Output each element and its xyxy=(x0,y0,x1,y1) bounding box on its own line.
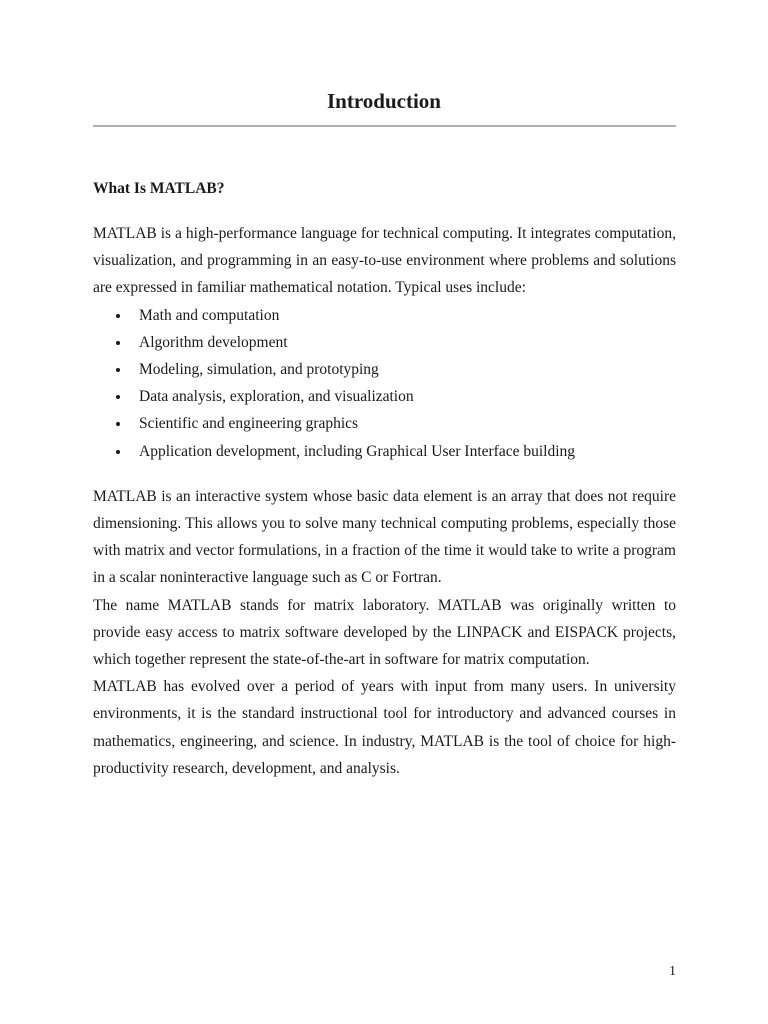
document-body xyxy=(93,175,676,782)
bullet-icon xyxy=(116,368,120,372)
uses-list xyxy=(93,302,676,465)
list-item-text: Application development, including Graphical User Interface building xyxy=(139,442,576,460)
page-title: Introduction xyxy=(327,89,441,113)
list-item-text: Math and computation xyxy=(139,306,280,324)
paragraph-evolution: MATLAB has evolved over a period of years with input from many users. In university environments, it is the standard instructional tool for introductory and advanced courses in mathematics, engineering, and science. In industry, MATLAB is the tool of choice for high-productivity research, development, and analysis. xyxy=(93,678,676,777)
title-divider xyxy=(93,125,676,127)
list-item xyxy=(93,410,676,437)
bullet-icon xyxy=(116,450,120,454)
list-item-text: Modeling, simulation, and prototyping xyxy=(139,361,379,379)
paragraph-interactive-system: MATLAB is an interactive system whose basic data element is an array that does not require dimensioning. This allows you to solve many technical computing problems, especially those with matrix and vector formulations, in a fraction of the time it would take to write a program in a scalar noninteractive language such as C or Fortran. xyxy=(93,487,676,587)
list-item-text: Algorithm development xyxy=(139,333,288,351)
list-item xyxy=(93,438,676,465)
page-number: 1 xyxy=(669,964,676,979)
paragraph-name-origin: The name MATLAB stands for matrix laboratory. MATLAB was originally written to provide easy access to matrix software developed by the LINPACK and EISPACK projects, which together represent the state-of-the-art in software for matrix computation. xyxy=(93,596,676,669)
bullet-icon xyxy=(116,395,120,399)
paragraph-intro: MATLAB is a high-performance language for technical computing. It integrates computation, visualization, and programming in an easy-to-use environment where problems and solutions are expressed in familiar mathematical notation. Typical uses include: xyxy=(93,225,676,297)
bullet-icon xyxy=(116,314,120,318)
section-heading: What Is MATLAB? xyxy=(93,180,225,197)
bullet-icon xyxy=(116,422,120,426)
list-item xyxy=(93,383,676,410)
list-item-text: Data analysis, exploration, and visualization xyxy=(139,388,414,406)
list-item-text: Scientific and engineering graphics xyxy=(139,415,359,433)
bullet-icon xyxy=(116,341,120,345)
list-item xyxy=(93,356,676,383)
list-item xyxy=(93,329,676,356)
list-item xyxy=(93,302,676,329)
